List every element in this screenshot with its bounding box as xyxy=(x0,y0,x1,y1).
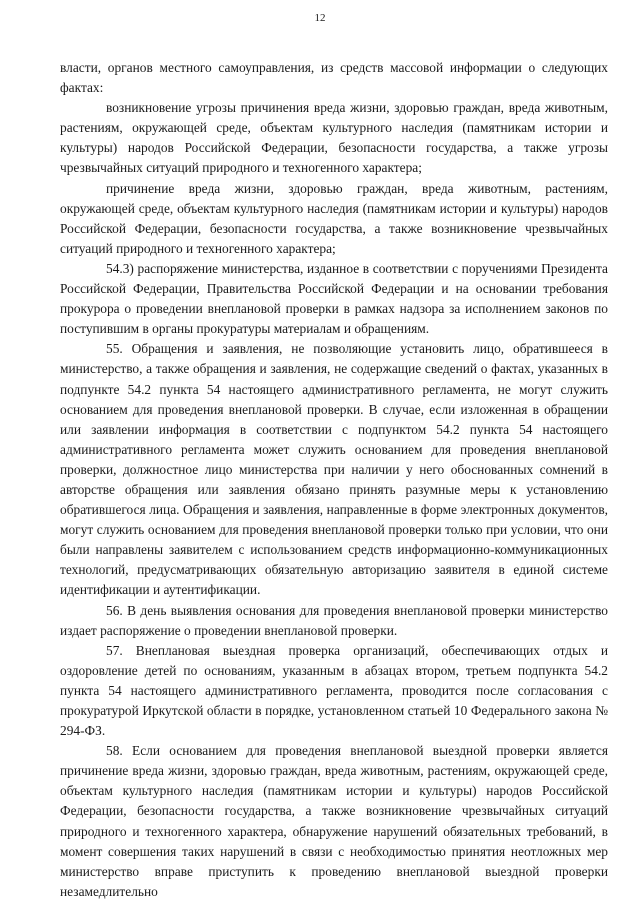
paragraph-56: 56. В день выявления основания для проведения внеплановой проверки министерство издает распоряжение о проведении внеплановой проверки. xyxy=(60,602,608,638)
paragraph-55: 55. Обращения и заявления, не позволяющие установить лицо, обратившееся в министерство, а также обращения и заявления, не содержащие сведений о фактах, указанных в подпункте 54.2 пункта 54 настоящего административного регламента, не могут служить основанием для проведения внеплановой проверки. В случае, если изложенная в обращении или заявлении информация в соответствии с подпунктом 54.2 пункта 54 настоящего административного регламента может служить основанием для проведения внеплановой проверки, должностное лицо министерства при наличии у него обоснованных сомнений в авторстве обращения или заявления обязано принять разумные меры к установлению обратившегося лица. Обращения и заявления, направленные в форме электронных документов, могут служить основанием для проведения внеплановой проверки только при условии, что они были направлены заявителем с использованием средств информационно-коммуникационных технологий, предусматривающих обязательную авторизацию заявителя в единой системе идентификации и аутентификации. xyxy=(60,341,608,598)
paragraph-continuation: власти, органов местного самоуправления, из средств массовой информации о следующих фактах: xyxy=(60,60,608,96)
paragraph-58: 58. Если основанием для проведения внеплановой выездной проверки является причинение вреда жизни, здоровью граждан, вреда животным, растениям, окружающей среде, объектам культурного наследия (памятникам истории и культуры) народов Российской Федерации, безопасности государства, а также возникновение чрезвычайных ситуаций природного и техногенного характера, обнаружение нарушений обязательных требований, в момент совершения таких нарушений в связи с необходимостью принятия неотложных мер министерство вправе приступить к проведению внеплановой выездной проверки незамедлительно xyxy=(60,743,608,899)
paragraph-54-3: 54.3) распоряжение министерства, изданное в соответствии с поручениями Президента Российской Федерации, Правительства Российской Федерации и на основании требования прокурора о проведении внеплановой проверки в рамках надзора за исполнением законов по поступившим в органы прокуратуры материалам и обращениям. xyxy=(60,260,608,337)
paragraph-threat-of-harm: возникновение угрозы причинения вреда жизни, здоровью граждан, вреда животным, растениям, окружающей среде, объектам культурного наследия (памятникам истории и культуры) народов Российской Федерации, безопасности государства, а также угрозы чрезвычайных ситуаций природного и техногенного характера; xyxy=(60,100,608,176)
document-body xyxy=(60,58,608,902)
paragraph-harm-caused: причинение вреда жизни, здоровью граждан, вреда животным, растениям, окружающей среде, объектам культурного наследия (памятникам истории и культуры) народов Российской Федерации, безопасности государства, а также возникновение чрезвычайных ситуаций природного и техногенного характера; xyxy=(60,180,608,256)
paragraph-57: 57. Внеплановая выездная проверка организаций, обеспечивающих отдых и оздоровление детей по основаниям, указанным в абзацах втором, третьем подпункта 54.2 пункта 54 настоящего административного регламента, проводится после согласования с прокуратурой Иркутской области в порядке, установленном статьей 10 Федерального закона № 294-ФЗ. xyxy=(60,642,608,739)
page-number: 12 xyxy=(314,12,326,24)
